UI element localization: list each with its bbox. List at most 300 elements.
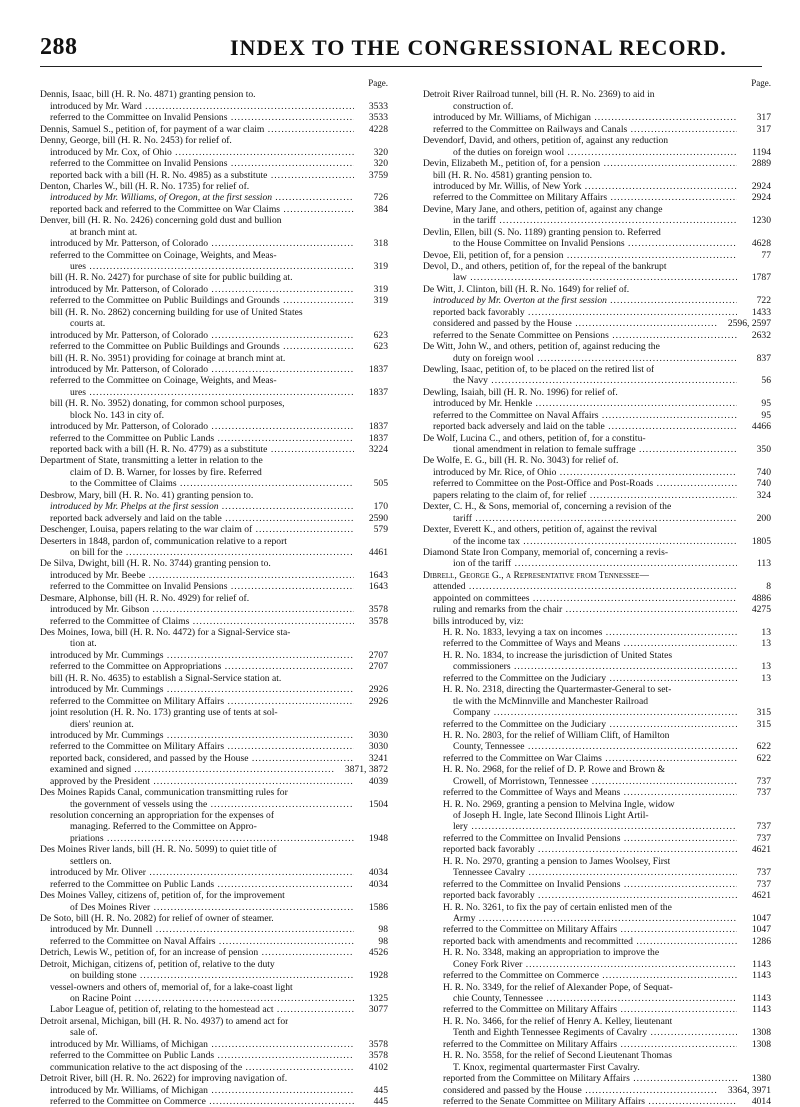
entry-text: resolution concerning an appropriation for the expenses of xyxy=(50,810,275,821)
entry-text: H. R. No. 3349, for the relief of Alexander Pope, of Sequat- xyxy=(443,981,673,993)
entry-text: referred to the Committee on Coinage, Weights, and Meas- xyxy=(50,249,277,261)
page-reference: 3578 xyxy=(368,1050,388,1062)
entry-text: Coney Fork River ..... xyxy=(453,959,737,970)
index-subentry xyxy=(40,421,388,432)
page-reference: 837 xyxy=(756,352,771,364)
index-subentry xyxy=(40,478,388,489)
entry-text: on building stone ..... xyxy=(70,970,354,981)
right-entries xyxy=(423,89,771,1107)
entry-text: Company ..... xyxy=(453,707,737,718)
index-subentry xyxy=(423,1039,771,1050)
index-subentry xyxy=(423,913,771,924)
page-reference: 13 xyxy=(761,661,771,673)
entry-text: Dewling, Isaac, petition of, to be placed on the retired list of xyxy=(423,363,655,375)
page-reference: 622 xyxy=(756,741,771,753)
page-reference: 737 xyxy=(756,775,771,787)
index-subentry xyxy=(423,993,771,1004)
page-reference: 350 xyxy=(756,444,771,455)
page-reference: 319 xyxy=(373,283,388,295)
index-subentry xyxy=(40,581,388,592)
page-column-label: Page. xyxy=(751,78,771,88)
index-subentry xyxy=(40,467,388,478)
index-subentry xyxy=(423,1004,771,1015)
page-reference: 1837 xyxy=(368,363,388,375)
page-reference: 1143 xyxy=(752,970,771,982)
entry-text: bill (H. R. No. 2862) concerning building for use of United States xyxy=(50,306,303,318)
entry-text: Des Moines River lands, bill (H. R. No. 5099) to quiet title of xyxy=(40,844,277,856)
entry-text: H. R. No. 1833, levying a tax on incomes ..... xyxy=(443,627,737,638)
index-subentry xyxy=(40,753,388,764)
page-reference: 95 xyxy=(761,398,771,410)
index-subentry xyxy=(423,661,771,672)
index-subentry xyxy=(423,101,771,112)
page-reference: 3364, 3971 xyxy=(727,1084,771,1096)
index-subentry xyxy=(40,970,388,981)
entry-text: claim of D. B. Warner, for losses by fire. Referred xyxy=(70,466,262,478)
index-entry xyxy=(40,593,388,604)
index-entry xyxy=(423,250,771,261)
entry-text: tion at. xyxy=(70,638,97,650)
page-reference: 4102 xyxy=(368,1061,388,1073)
page-reference: 3578 xyxy=(368,615,388,627)
entry-text: Detroit, Michigan, citizens of, petition of, relative to the duty xyxy=(40,958,275,970)
entry-text: introduced by Mr. Oliver ..... xyxy=(50,867,354,878)
entry-text: Devin, Elizabeth M., petition of, for a pension ..... xyxy=(423,158,737,169)
index-subentry xyxy=(423,490,771,501)
entry-text: reported back adversely and laid on the table ..... xyxy=(50,513,354,524)
index-subentry xyxy=(40,433,388,444)
index-subentry xyxy=(40,867,388,878)
index-entry xyxy=(40,1016,388,1027)
page-reference: 4466 xyxy=(751,421,771,433)
index-subentry xyxy=(40,261,388,272)
index-subentry xyxy=(40,272,388,283)
index-subentry xyxy=(423,238,771,249)
entry-text: De Witt, John W., and others, petition of, against reducing the xyxy=(423,341,660,353)
index-subentry xyxy=(40,833,388,844)
index-subentry xyxy=(423,810,771,821)
entry-text: referred to the Committee on Public Buildings and Grounds ..... xyxy=(50,341,354,352)
page-reference: 4034 xyxy=(368,867,388,879)
entry-text: referred to the Senate Committee on Pensions ..... xyxy=(433,330,737,341)
index-subentry xyxy=(40,353,388,364)
page-reference: 1504 xyxy=(368,798,388,810)
entry-text: duty on foreign wool ..... xyxy=(453,353,737,364)
page-reference: 324 xyxy=(756,489,771,501)
entry-text: H. R. No. 3261, to fix the pay of certain enlisted men of the xyxy=(443,901,672,913)
index-subentry xyxy=(423,707,771,718)
entry-text: introduced by Mr. Ward ..... xyxy=(50,101,354,112)
page-reference: 1308 xyxy=(751,1038,771,1050)
page-reference: 4886 xyxy=(751,592,771,604)
page-reference: 3077 xyxy=(368,1004,388,1016)
entry-text: referred to the Committee on the Judiciary ..... xyxy=(443,719,737,730)
index-entry xyxy=(40,124,388,135)
entry-text: Devine, Mary Jane, and others, petition of, against any change xyxy=(423,203,663,215)
entry-text: referred to the Committee on Naval Affairs ..... xyxy=(433,410,737,421)
entry-text: the Navy ..... xyxy=(453,375,737,386)
index-entry xyxy=(423,547,771,558)
index-entry xyxy=(40,490,388,501)
index-subentry xyxy=(423,112,771,123)
entry-text: referred to the Committee on Military Affairs ..... xyxy=(443,1039,737,1050)
entry-text: of the duties on foreign wool ..... xyxy=(453,147,737,158)
index-subentry xyxy=(40,799,388,810)
index-subentry xyxy=(40,364,388,375)
page-reference: 1325 xyxy=(368,993,388,1004)
index-subentry xyxy=(423,375,771,386)
entry-text: introduced by Mr. Patterson, of Colorado ..... xyxy=(50,421,354,432)
entry-text: of Joseph H. Ingle, late Second Illinois Light Artil- xyxy=(453,810,649,821)
page-title: INDEX TO THE CONGRESSIONAL RECORD. xyxy=(230,35,727,60)
entry-text: introduced by Mr. Patterson, of Colorado ..... xyxy=(50,284,354,295)
index-subentry xyxy=(40,1039,388,1050)
page-reference: 56 xyxy=(761,375,771,387)
page-reference: 4621 xyxy=(751,844,771,856)
entry-text: Department of State, transmitting a letter in relation to the xyxy=(40,455,263,467)
index-subentry xyxy=(423,673,771,684)
index-subentry xyxy=(423,924,771,935)
entry-text: Denton, Charles W., bill (H. R. No. 1735) for relief of. xyxy=(40,180,250,192)
page-reference: 1286 xyxy=(751,935,771,947)
page-reference: 13 xyxy=(761,627,771,638)
entry-text: referred to the Committee on Coinage, Weights, and Meas- xyxy=(50,375,277,387)
page-reference: 98 xyxy=(378,935,388,947)
entry-text: Desmare, Alphonse, bill (H. R. No. 4929) for relief of. xyxy=(40,592,250,604)
entry-text: the government of vessels using the ..... xyxy=(70,799,354,810)
page-reference: 3241 xyxy=(368,752,388,764)
page-reference: 318 xyxy=(373,238,388,250)
index-subentry xyxy=(423,1062,771,1073)
index-subentry xyxy=(423,638,771,649)
index-entry xyxy=(40,536,388,547)
entry-text: H. R. No. 1834, to increase the jurisdiction of United States xyxy=(443,649,673,661)
page-reference: 8 xyxy=(766,581,771,593)
entry-text: considered and passed by the House ..... xyxy=(433,318,717,329)
page-reference: 740 xyxy=(756,478,771,490)
index-subentry xyxy=(40,1027,388,1038)
entry-text: appointed on committees ..... xyxy=(433,593,737,604)
index-subentry xyxy=(40,673,388,684)
page-reference: 2889 xyxy=(751,158,771,170)
entry-text: referred to the Committee on War Claims ..... xyxy=(443,753,737,764)
entry-text: Dennis, Isaac, bill (H. R. No. 4871) granting pension to. xyxy=(40,89,256,101)
entry-text: reported back adversely and laid on the table ..... xyxy=(433,421,737,432)
entry-text: referred to the Committee of Ways and Means ..... xyxy=(443,638,737,649)
index-subentry xyxy=(423,307,771,318)
page-reference: 1586 xyxy=(368,901,388,913)
right-column xyxy=(423,78,771,1107)
index-subentry xyxy=(40,810,388,821)
index-subentry xyxy=(40,158,388,169)
page-reference: 445 xyxy=(373,1095,388,1107)
entry-text: reported back with amendments and recommitted ..... xyxy=(443,936,737,947)
entry-text: introduced by Mr. Cox, of Ohio ..... xyxy=(50,147,354,158)
entry-text: Army ..... xyxy=(453,913,737,924)
entry-text: referred to the Committee on Invalid Pensions ..... xyxy=(443,833,737,844)
index-subentry xyxy=(40,295,388,306)
index-entry xyxy=(423,158,771,169)
index-subentry xyxy=(423,764,771,775)
index-subentry xyxy=(40,170,388,181)
entry-text: Denver, bill (H. R. No. 2426) concerning gold dust and bullion xyxy=(40,215,282,227)
index-subentry xyxy=(423,684,771,695)
index-entry xyxy=(40,787,388,798)
page-reference: 737 xyxy=(756,867,771,879)
entry-text: papers relating to the claim of, for relief ..... xyxy=(433,490,737,501)
index-subentry xyxy=(40,387,388,398)
entry-text: lery ..... xyxy=(453,821,737,832)
entry-text: referred to the Committee on Military Affairs ..... xyxy=(50,696,354,707)
index-subentry xyxy=(40,204,388,215)
page-reference: 13 xyxy=(761,672,771,684)
page-reference: 1643 xyxy=(368,581,388,593)
index-subentry xyxy=(423,513,771,524)
entry-text: referred to the Committee of Ways and Means ..... xyxy=(443,787,737,798)
index-subentry xyxy=(423,799,771,810)
entry-text: Des Moines Valley, citizens of, petition of, for the improvement xyxy=(40,890,285,902)
index-subentry xyxy=(40,375,388,386)
index-entry xyxy=(423,524,771,535)
index-subentry xyxy=(40,1085,388,1096)
entry-text: introduced by Mr. Phelps at the first session ..... xyxy=(50,501,354,512)
page-reference: 170 xyxy=(373,501,388,513)
page-reference: 1928 xyxy=(368,970,388,982)
index-subentry xyxy=(40,684,388,695)
index-subentry xyxy=(423,879,771,890)
index-subentry xyxy=(423,536,771,547)
index-subentry xyxy=(423,616,771,627)
page-reference: 1837 xyxy=(368,432,388,444)
header-rule xyxy=(40,66,762,67)
entry-text: Detrich, Lewis W., petition of, for an increase of pension ..... xyxy=(40,947,354,958)
page-reference: 3759 xyxy=(368,169,388,181)
entry-text: H. R. No. 3558, for the relief of Second Lieutenant Thomas xyxy=(443,1050,672,1062)
index-subentry xyxy=(40,410,388,421)
index-subentry xyxy=(40,924,388,935)
entry-text: ruling and remarks from the chair ..... xyxy=(433,604,737,615)
index-subentry xyxy=(423,959,771,970)
page-reference: 737 xyxy=(756,832,771,844)
index-subentry xyxy=(40,604,388,615)
page-reference: 319 xyxy=(373,261,388,272)
entry-text: reported back with a bill (H. R. No. 4779) as a substitute ..... xyxy=(50,444,354,455)
index-entry xyxy=(423,261,771,272)
page-reference: 1143 xyxy=(752,958,771,970)
index-entry xyxy=(423,204,771,215)
index-subentry xyxy=(423,558,771,569)
entry-text: introduced by Mr. Williams, of Michigan ..... xyxy=(50,1085,354,1096)
index-subentry xyxy=(423,844,771,855)
entry-text: Crowell, of Morristown, Tennessee ..... xyxy=(453,776,737,787)
entry-text: ures ..... xyxy=(70,261,354,272)
entry-text: communication relative to the act disposing of the ..... xyxy=(50,1062,354,1073)
index-subentry xyxy=(423,696,771,707)
index-subentry xyxy=(40,250,388,261)
index-subentry xyxy=(40,936,388,947)
index-subentry xyxy=(423,833,771,844)
page-reference: 315 xyxy=(756,718,771,730)
entry-text: referred to the Committee on Commerce ..... xyxy=(443,970,737,981)
index-subentry xyxy=(423,936,771,947)
page-reference: 320 xyxy=(373,158,388,170)
entry-text: bill (H. R. No. 4635) to establish a Signal-Service station at. xyxy=(50,672,282,684)
index-entry xyxy=(423,135,771,146)
entry-text: referred to the Committee on Appropriations ..... xyxy=(50,661,354,672)
index-subentry xyxy=(423,1027,771,1038)
entry-text: De Witt, J. Clinton, bill (H. R. No. 1649) for relief of. xyxy=(423,283,630,295)
index-subentry xyxy=(40,398,388,409)
entry-text: referred to the Committee on Military Affairs ..... xyxy=(50,741,354,752)
index-entry xyxy=(423,284,771,295)
page-reference: 77 xyxy=(761,249,771,261)
entry-text: Dexter, C. H., & Sons, memorial of, concerning a revision of the xyxy=(423,501,672,513)
index-subentry xyxy=(40,238,388,249)
entry-text: tariff ..... xyxy=(453,513,737,524)
index-entry xyxy=(40,135,388,146)
index-subentry xyxy=(423,947,771,958)
index-subentry xyxy=(40,696,388,707)
index-subentry xyxy=(40,661,388,672)
index-subentry xyxy=(40,719,388,730)
index-subentry xyxy=(423,604,771,615)
entry-text: H. R. No. 2969, granting a pension to Melvina Ingle, widow xyxy=(443,798,675,810)
entry-text: priations ..... xyxy=(70,833,354,844)
index-subentry xyxy=(40,741,388,752)
page-reference: 2707 xyxy=(368,661,388,673)
page-reference: 1308 xyxy=(751,1027,771,1039)
page-reference: 622 xyxy=(756,752,771,764)
entry-text: reported back favorably ..... xyxy=(443,844,737,855)
index-subentry xyxy=(423,730,771,741)
entry-text: attended ..... xyxy=(433,581,737,592)
entry-text: referred to the Committee on Invalid Pensions ..... xyxy=(50,158,354,169)
entry-text: H. R. No. 2968, for the relief of D. P. Rowe and Brown & xyxy=(443,764,665,776)
entry-text: examined and signed ..... xyxy=(50,764,334,775)
entry-text: referred to the Committee on Invalid Pensions ..... xyxy=(50,581,354,592)
page-reference: 1194 xyxy=(752,146,771,158)
index-subentry xyxy=(40,501,388,512)
page-reference: 13 xyxy=(761,638,771,650)
entry-text: De Wolfe, E. G., bill (H. R. No. 3043) for relief of. xyxy=(423,455,619,467)
page-reference: 445 xyxy=(373,1084,388,1096)
entry-text: sale of. xyxy=(70,1027,98,1039)
entry-text: bills introduced by, viz: xyxy=(433,615,524,627)
entry-text: introduced by Mr. Dunnell ..... xyxy=(50,924,354,935)
index-subentry xyxy=(423,478,771,489)
index-subentry xyxy=(423,970,771,981)
index-subentry xyxy=(40,1004,388,1015)
entry-text: introduced by Mr. Willis, of New York ..... xyxy=(433,181,737,192)
index-entry xyxy=(40,558,388,569)
page-reference: 1805 xyxy=(751,535,771,547)
index-subentry xyxy=(40,227,388,238)
entry-text: De Wolf, Lucina C., and others, petition of, for a constitu- xyxy=(423,432,646,444)
page-reference: 1837 xyxy=(368,421,388,433)
page-reference: 319 xyxy=(373,295,388,307)
page-reference: 1143 xyxy=(752,993,771,1004)
page-number: 288 xyxy=(40,34,78,60)
entry-text: ures ..... xyxy=(70,387,354,398)
page-reference: 1047 xyxy=(751,924,771,936)
index-subentry xyxy=(40,879,388,890)
page-reference: 1047 xyxy=(751,912,771,924)
index-subentry xyxy=(423,444,771,455)
entry-text: reported from the Committee on Military Affairs ..... xyxy=(443,1073,737,1084)
index-subentry xyxy=(40,982,388,993)
index-subentry xyxy=(40,307,388,318)
entry-text: referred to the Senate Committee on Military Affairs ..... xyxy=(443,1096,737,1107)
index-entry xyxy=(423,501,771,512)
entry-text: to the House Committee on Invalid Pensions ..... xyxy=(453,238,737,249)
page-reference: 1380 xyxy=(751,1073,771,1085)
index-subentry xyxy=(423,181,771,192)
page-reference: 1643 xyxy=(368,569,388,581)
index-subentry xyxy=(423,318,771,329)
index-entry xyxy=(40,89,388,100)
page-reference: 4526 xyxy=(368,947,388,959)
page-header xyxy=(40,34,762,64)
entry-text: De Soto, bill (H. R. No. 2082) for relief of owner of steamer. xyxy=(40,912,274,924)
entry-text: De Silva, Dwight, bill (H. R. No. 3744) granting pension to. xyxy=(40,558,271,570)
page-reference: 579 xyxy=(373,524,388,536)
index-entry xyxy=(40,524,388,535)
page-reference: 384 xyxy=(373,203,388,215)
entry-text: introduced by Mr. Beebe ..... xyxy=(50,570,354,581)
index-subentry xyxy=(40,570,388,581)
index-subentry xyxy=(40,707,388,718)
index-entry xyxy=(40,890,388,901)
entry-text: introduced by Mr. Cummings ..... xyxy=(50,730,354,741)
entry-text: Dennis, Samuel S., petition of, for payment of a war claim ..... xyxy=(40,124,354,135)
page-reference: 4228 xyxy=(368,123,388,135)
entry-text: bill (H. R. No. 4581) granting pension to. xyxy=(433,169,593,181)
page-reference: 1143 xyxy=(752,1004,771,1016)
index-subentry xyxy=(423,1096,771,1107)
index-subentry xyxy=(423,1050,771,1061)
page-reference: 200 xyxy=(756,512,771,524)
entry-text: referred to the Committee on Military Affairs ..... xyxy=(443,924,737,935)
index-subentry xyxy=(40,318,388,329)
entry-text: Devendorf, David, and others, petition of, against any reduction xyxy=(423,135,669,147)
index-subentry xyxy=(423,467,771,478)
index-subentry xyxy=(423,215,771,226)
entry-text: introduced by Mr. Patterson, of Colorado ..... xyxy=(50,364,354,375)
entry-text: referred to the Committee on Public Lands ..... xyxy=(50,433,354,444)
page-reference: 722 xyxy=(756,295,771,307)
index-entry xyxy=(423,364,771,375)
left-entries xyxy=(40,89,388,1107)
index-subentry xyxy=(423,147,771,158)
entry-text: H. R. No. 2803, for the relief of William Clift, of Hamilton xyxy=(443,729,670,741)
entry-text: introduced by Mr. Williams, of Oregon, at the first session ..... xyxy=(50,192,354,203)
index-subentry xyxy=(423,867,771,878)
page-reference: 737 xyxy=(756,787,771,799)
entry-text: introduced by Mr. Williams, of Michigan ..... xyxy=(433,112,737,123)
page-reference: 4039 xyxy=(368,775,388,787)
entry-text: Detroit River Railroad tunnel, bill (H. R. No. 2369) to aid in xyxy=(423,89,655,101)
index-subentry xyxy=(40,547,388,558)
entry-text: introduced by Mr. Patterson, of Colorado ..... xyxy=(50,330,354,341)
index-entry xyxy=(423,341,771,352)
index-subentry xyxy=(423,890,771,901)
entry-text: tle with the McMinnville and Manchester Railroad xyxy=(453,695,649,707)
entry-text: introduced by Mr. Cummings ..... xyxy=(50,650,354,661)
page-reference: 1837 xyxy=(368,386,388,398)
entry-text: introduced by Mr. Henkle ..... xyxy=(433,398,737,409)
index-subentry xyxy=(423,982,771,993)
index-subentry xyxy=(40,821,388,832)
